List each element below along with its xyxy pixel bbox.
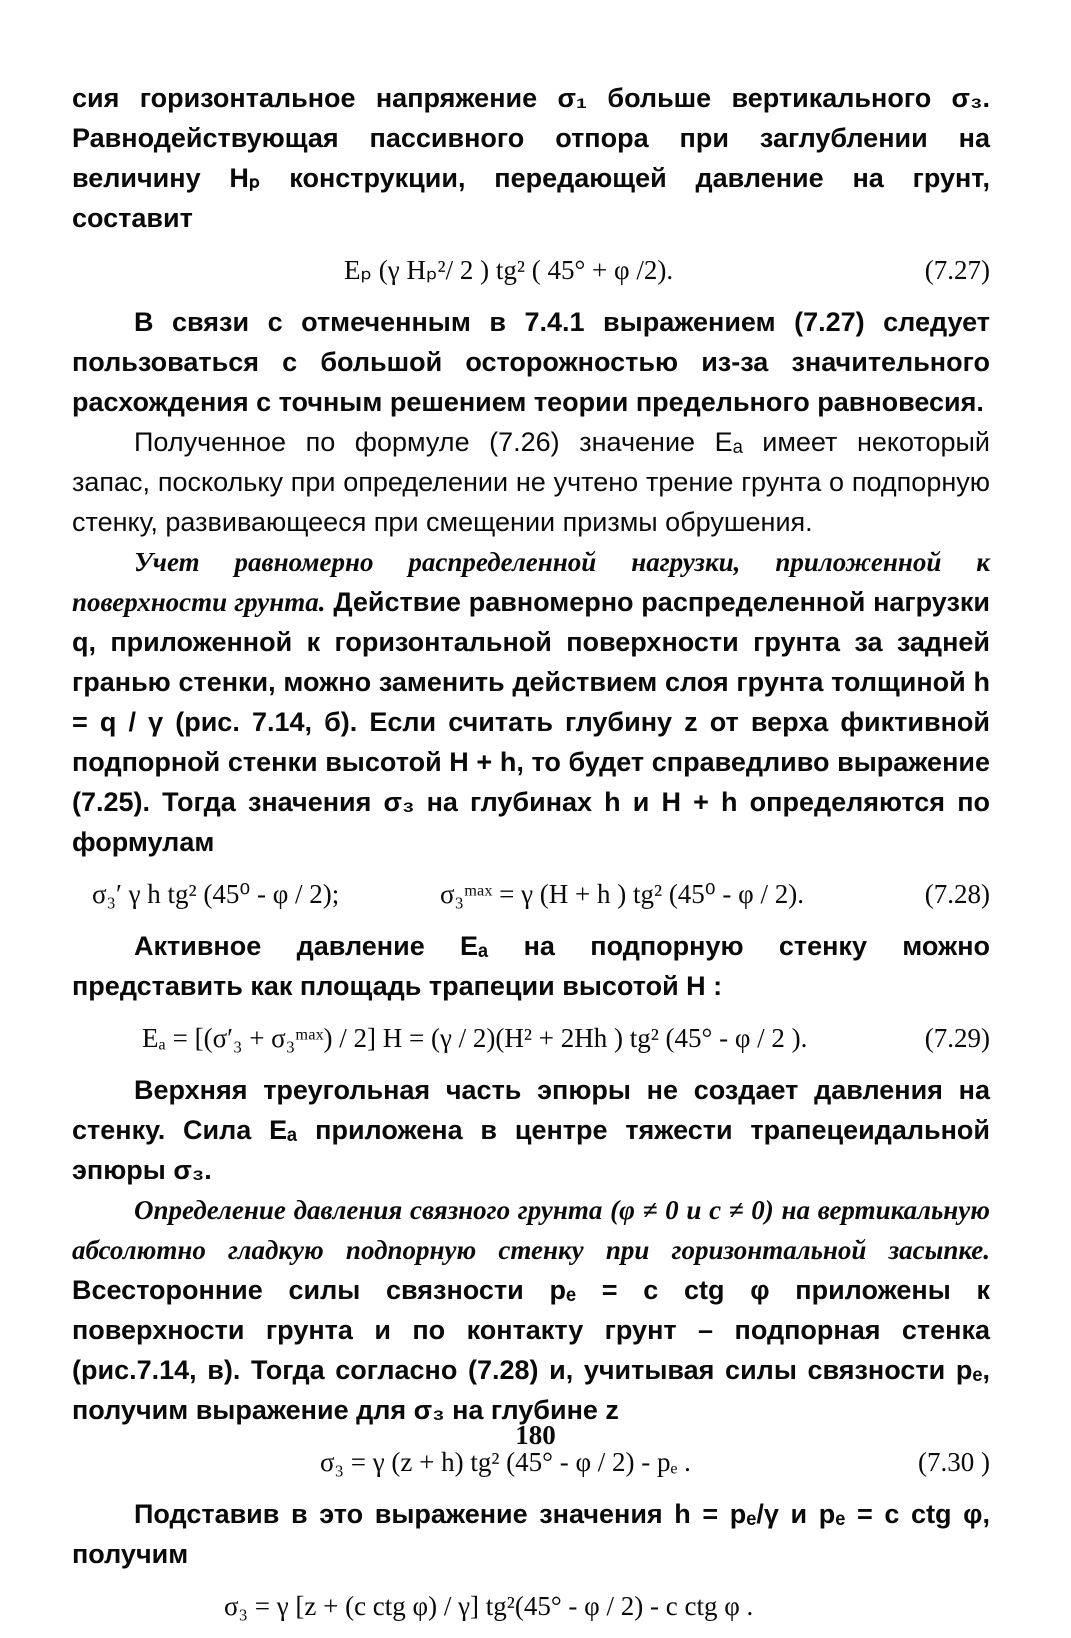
- equation-7-28: [72, 874, 990, 914]
- paragraph-4-title: Учет равномерно распределенной нагрузки, приложенной к поверхности грунта.: [72, 547, 990, 617]
- paragraph-6: Верхняя треугольная часть эпюры не создает давления на стенку. Сила Eₐ приложена в центре тяжести трапецеидальной эпюры σ₃.: [72, 1075, 990, 1185]
- equation-7-27-number: (7.27): [924, 255, 990, 285]
- equation-7-29-formula: Eₐ = [(σ′₃ + σ₃ᵐᵃˣ) / 2] H = (γ / 2)(H² + 2Hh ) tg² (45° - φ / 2 ).: [142, 1023, 808, 1053]
- paragraph-2: В связи с отмеченным в 7.4.1 выражением (7.27) следует пользоваться с большой осторожностью из-за значительного расхождения с точным решением теории предельного равновесия.: [72, 307, 990, 417]
- equation-7-28-number: (7.28): [924, 879, 990, 909]
- equation-7-28-left: σ₃′ γ h tg² (45⁰ - φ / 2);: [92, 879, 340, 909]
- paragraph-8: Подставив в это выражение значения h = pₑ/γ и pₑ = c ctg φ, получим: [72, 1499, 990, 1569]
- paragraph-5: Активное давление Eₐ на подпорную стенку можно представить как площадь трапеции высотой H :: [72, 931, 990, 1001]
- equation-7-30-formula: σ₃ = γ (z + h) tg² (45° - φ / 2) - pₑ .: [320, 1447, 691, 1477]
- paragraph-4-body: Действие равномерно распределенной нагрузки q, приложенной к горизонтальной поверхности грунта за задней гранью стенки, можно заменить действием слоя грунта толщиной h = q / γ (рис. 7.14, б). Если считать глубину z от верха фиктивной подпорной стенки высотой H + h, то будет справедливо выражение (7.25). Тогда значения σ₃ на глубинах h и H + h определяются по формулам: [72, 587, 990, 857]
- page-number: 180: [515, 1420, 556, 1450]
- paragraph-7: [72, 1190, 990, 1430]
- paragraph-7-body: Всесторонние силы связности pₑ = c ctg φ приложены к поверхности грунта и по контакту грунт – подпорная стенка (рис.7.14, в). Тогда согласно (7.28) и, учитывая силы связности pₑ, получим выражение для σ₃ на глубине z: [72, 1275, 990, 1425]
- equation-final-formula: σ₃ = γ [z + (c ctg φ) / γ] tg²(45° - φ / 2) - c ctg φ .: [224, 1591, 754, 1621]
- equation-7-30-number: (7.30 ): [918, 1447, 990, 1477]
- paragraph-4: [72, 542, 990, 862]
- paragraph-3: Полученное по формуле (7.26) значение Eₐ имеет некоторый запас, поскольку при определении не учтено трение грунта о подпорную стенку, развивающееся при смещении призмы обрушения.: [72, 427, 990, 537]
- equation-7-28-right: σ₃ᵐᵃˣ = γ (H + h ) tg² (45⁰ - φ / 2).: [440, 879, 804, 909]
- page-body: [72, 78, 990, 1638]
- paragraph-7-title: Определение давления связного грунта (φ ≠ 0 и c ≠ 0) на вертикальную абсолютно гладкую подпорную стенку при горизонтальной засыпке.: [72, 1195, 990, 1265]
- equation-7-29-number: (7.29): [924, 1023, 990, 1053]
- equation-7-27: [72, 250, 990, 290]
- paragraph-1: сия горизонтальное напряжение σ₁ больше вертикального σ₃. Равнодействующая пассивного отпора при заглублении на величину Hₚ конструкции, передающей давление на грунт, составит: [72, 83, 990, 233]
- equation-7-27-formula: Eₚ (γ Hₚ²/ 2 ) tg² ( 45° + φ /2).: [344, 255, 674, 285]
- equation-7-29: [72, 1018, 990, 1058]
- equation-final: [72, 1586, 990, 1626]
